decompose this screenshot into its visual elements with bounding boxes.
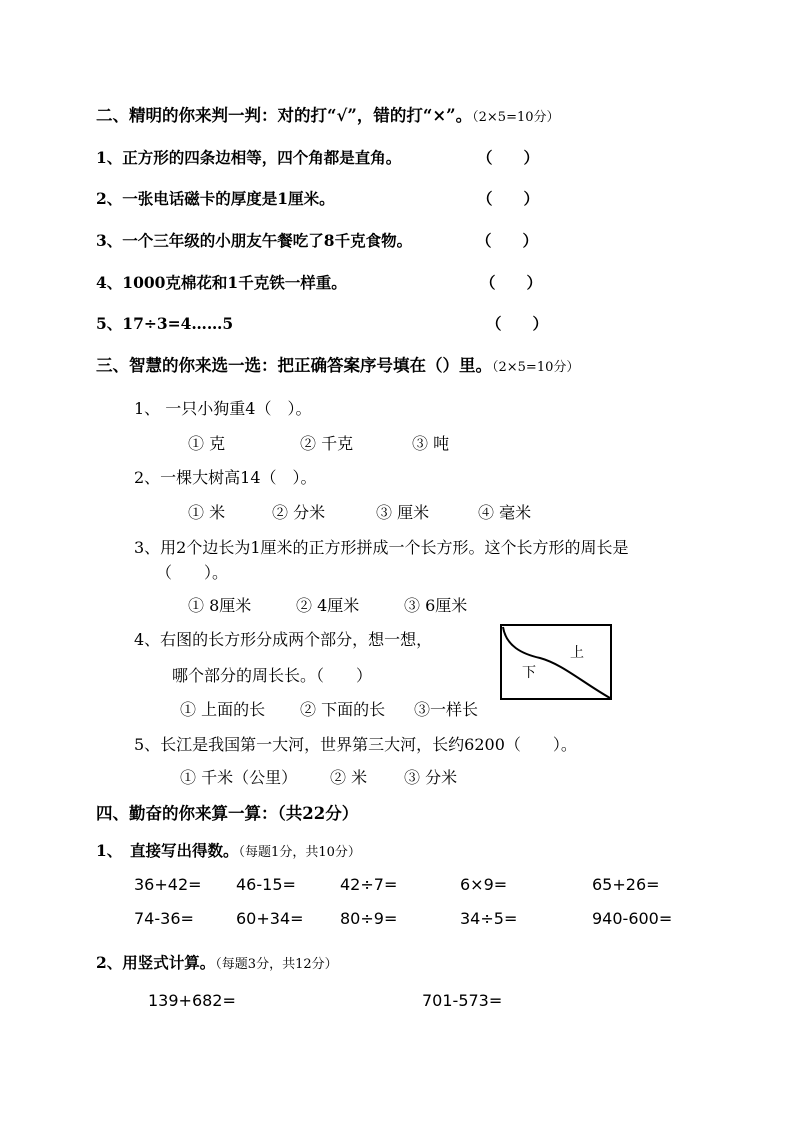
vertical-calc-1: 139+682= xyxy=(148,991,236,1010)
choice-q1-option-2[interactable]: ② 千克 xyxy=(300,434,354,453)
choice-q4-stem-line-2: 哪个部分的周长长。（ ） xyxy=(172,666,373,685)
oral-calc-5: 65+26= xyxy=(592,875,660,894)
section-4-part-2-score: （每题3分，共12分） xyxy=(215,957,338,972)
choice-q2-option-2[interactable]: ② 分米 xyxy=(272,503,326,522)
choice-q4-stem-line-1: 4、右图的长方形分成两个部分，想一想， xyxy=(134,630,433,649)
judge-item-1: 1、正方形的四条边相等，四个角都是直角。 xyxy=(96,148,402,167)
choice-q2-stem: 2、一棵大树高14（ ）。 xyxy=(134,468,317,487)
oral-calc-2: 46-15= xyxy=(236,875,296,894)
choice-q3-stem-line-2: （ ）。 xyxy=(156,563,229,582)
choice-q2-option-4[interactable]: ④ 毫米 xyxy=(478,503,532,522)
judge-item-4-blank[interactable]: （ ） xyxy=(480,273,543,292)
section-3-score: （2×5=10分） xyxy=(492,360,580,375)
section-4-title: 四、勤奋的你来算一算：（共22分） xyxy=(96,804,359,823)
section-3-title: 三、智慧的你来选一选：把正确答案序号填在（）里。 xyxy=(96,356,492,375)
choice-q3-option-3[interactable]: ③ 6厘米 xyxy=(404,596,468,615)
section-4-part-1-heading xyxy=(96,843,361,859)
judge-item-2-blank[interactable]: （ ） xyxy=(477,189,540,208)
diagram-label-upper: 上 xyxy=(570,645,584,661)
choice-q2-option-3[interactable]: ③ 厘米 xyxy=(376,503,430,522)
choice-q3-option-2[interactable]: ② 4厘米 xyxy=(296,596,360,615)
choice-q4-option-2[interactable]: ② 下面的长 xyxy=(300,700,386,719)
choice-q5-option-2[interactable]: ② 米 xyxy=(330,768,368,787)
section-2-score: （2×5=10分） xyxy=(472,110,560,125)
choice-q3-option-1[interactable]: ① 8厘米 xyxy=(188,596,252,615)
oral-calc-9: 34÷5= xyxy=(460,909,518,928)
oral-calc-3: 42÷7= xyxy=(340,875,398,894)
judge-item-5: 5、17÷3=4……5 xyxy=(96,314,234,333)
choice-q3-stem-line-1: 3、用2个边长为1厘米的正方形拼成一个长方形。这个长方形的周长是 xyxy=(134,538,629,557)
choice-q4-option-1[interactable]: ① 上面的长 xyxy=(180,700,266,719)
vertical-calc-2: 701-573= xyxy=(422,991,503,1010)
oral-calc-4: 6×9= xyxy=(460,875,508,894)
diagram-curve xyxy=(503,627,610,698)
judge-item-5-blank[interactable]: （ ） xyxy=(486,314,549,333)
oral-calc-6: 74-36= xyxy=(134,909,194,928)
judge-item-3: 3、一个三年级的小朋友午餐吃了8千克食物。 xyxy=(96,231,413,250)
oral-calc-1: 36+42= xyxy=(134,875,202,894)
diagram-label-lower: 下 xyxy=(522,665,536,681)
judge-item-1-blank[interactable]: （ ） xyxy=(477,148,540,167)
choice-q5-option-1[interactable]: ① 千米（公里） xyxy=(180,768,298,787)
section-2-title: 二、精明的你来判一判：对的打“√”，错的打“×”。 xyxy=(96,106,473,125)
choice-q4-option-3[interactable]: ③一样长 xyxy=(414,700,479,719)
choice-q1-option-3[interactable]: ③ 吨 xyxy=(412,434,450,453)
choice-q1-stem: 1、 一只小狗重4（ ）。 xyxy=(134,399,312,418)
oral-calc-8: 80÷9= xyxy=(340,909,398,928)
judge-item-3-blank[interactable]: （ ） xyxy=(476,231,539,250)
choice-q2-option-1[interactable]: ① 米 xyxy=(188,503,226,522)
oral-calc-10: 940-600= xyxy=(592,909,673,928)
oral-calc-7: 60+34= xyxy=(236,909,304,928)
section-4-part-2-label: 2、用竖式计算。 xyxy=(96,953,216,972)
section-4-part-1-score: （每题1分，共10分） xyxy=(238,845,361,860)
rectangle-split-diagram xyxy=(500,624,612,700)
judge-item-2: 2、一张电话磁卡的厚度是1厘米。 xyxy=(96,189,335,208)
choice-q5-stem: 5、长江是我国第一大河，世界第三大河，长约6200（ ）。 xyxy=(134,735,577,754)
section-2-heading xyxy=(96,108,560,125)
choice-q1-option-1[interactable]: ① 克 xyxy=(188,434,226,453)
section-4-part-2-heading xyxy=(96,955,338,971)
judge-item-4: 4、1000克棉花和1千克铁一样重。 xyxy=(96,273,347,292)
choice-q5-option-3[interactable]: ③ 分米 xyxy=(404,768,458,787)
section-3-heading xyxy=(96,358,579,375)
section-4-part-1-label: 1、 直接写出得数。 xyxy=(96,841,239,860)
